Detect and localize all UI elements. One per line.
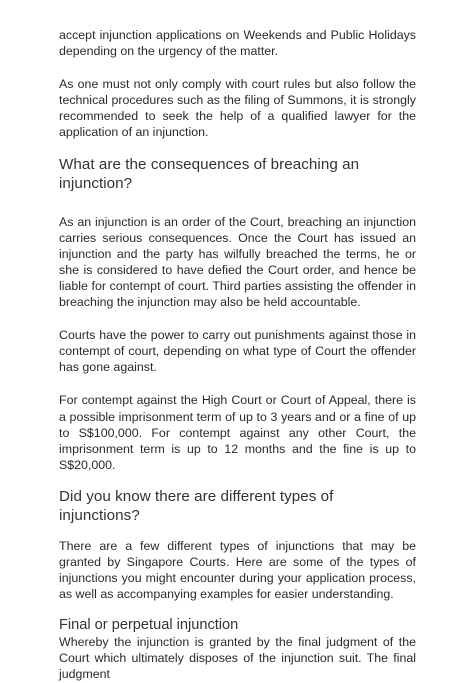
subheading-final-injunction: Final or perpetual injunction: [59, 617, 239, 634]
document-page: [59, 27, 416, 683]
paragraph-weekend-applications: accept injunction applications on Weekends and Public Holidays depending on the urgency of the matter.: [59, 28, 416, 59]
heading-consequences: What are the consequences of breaching an injunction?: [59, 155, 360, 192]
paragraph-court-powers: Courts have the power to carry out punishments against those in contempt of court, depending on what type of Court the offender has gone against.: [59, 328, 416, 375]
paragraph-breach-consequences: As an injunction is an order of the Court, breaching an injunction carries serious consequences. Once the Court has issued an injunction and the party has wilfully breached the terms, he or she is considered to have defied the Court order, and hence be liable for contempt of court. Third parties assisting the offender in breaching the injunction may also be held accountable.: [59, 214, 416, 310]
paragraph-lawyer-recommendation: As one must not only comply with court rules but also follow the technical procedures such as the filing of Summons, it is strongly recommended to seek the help of a qualified lawyer for the application of an injunction.: [59, 77, 416, 140]
paragraph-final-injunction: Whereby the injunction is granted by the final judgment of the Court which ultimately disposes of the injunction suit. The final judgment: [59, 635, 416, 682]
heading-injunction-types: Did you know there are different types of injunctions?: [59, 487, 334, 524]
paragraph-types-intro: There are a few different types of injunctions that may be granted by Singapore Courts. Here are some of the types of injunctions you might encounter during your application process, as well as accompanying examples for easier understanding.: [59, 538, 416, 602]
paragraph-penalties: For contempt against the High Court or Court of Appeal, there is a possible imprisonment term of up to 3 years and or a fine of up to S$100,000. For contempt against any other Court, the imprisonment term is up to 12 months and the fine is up to S$20,000.: [59, 393, 416, 472]
